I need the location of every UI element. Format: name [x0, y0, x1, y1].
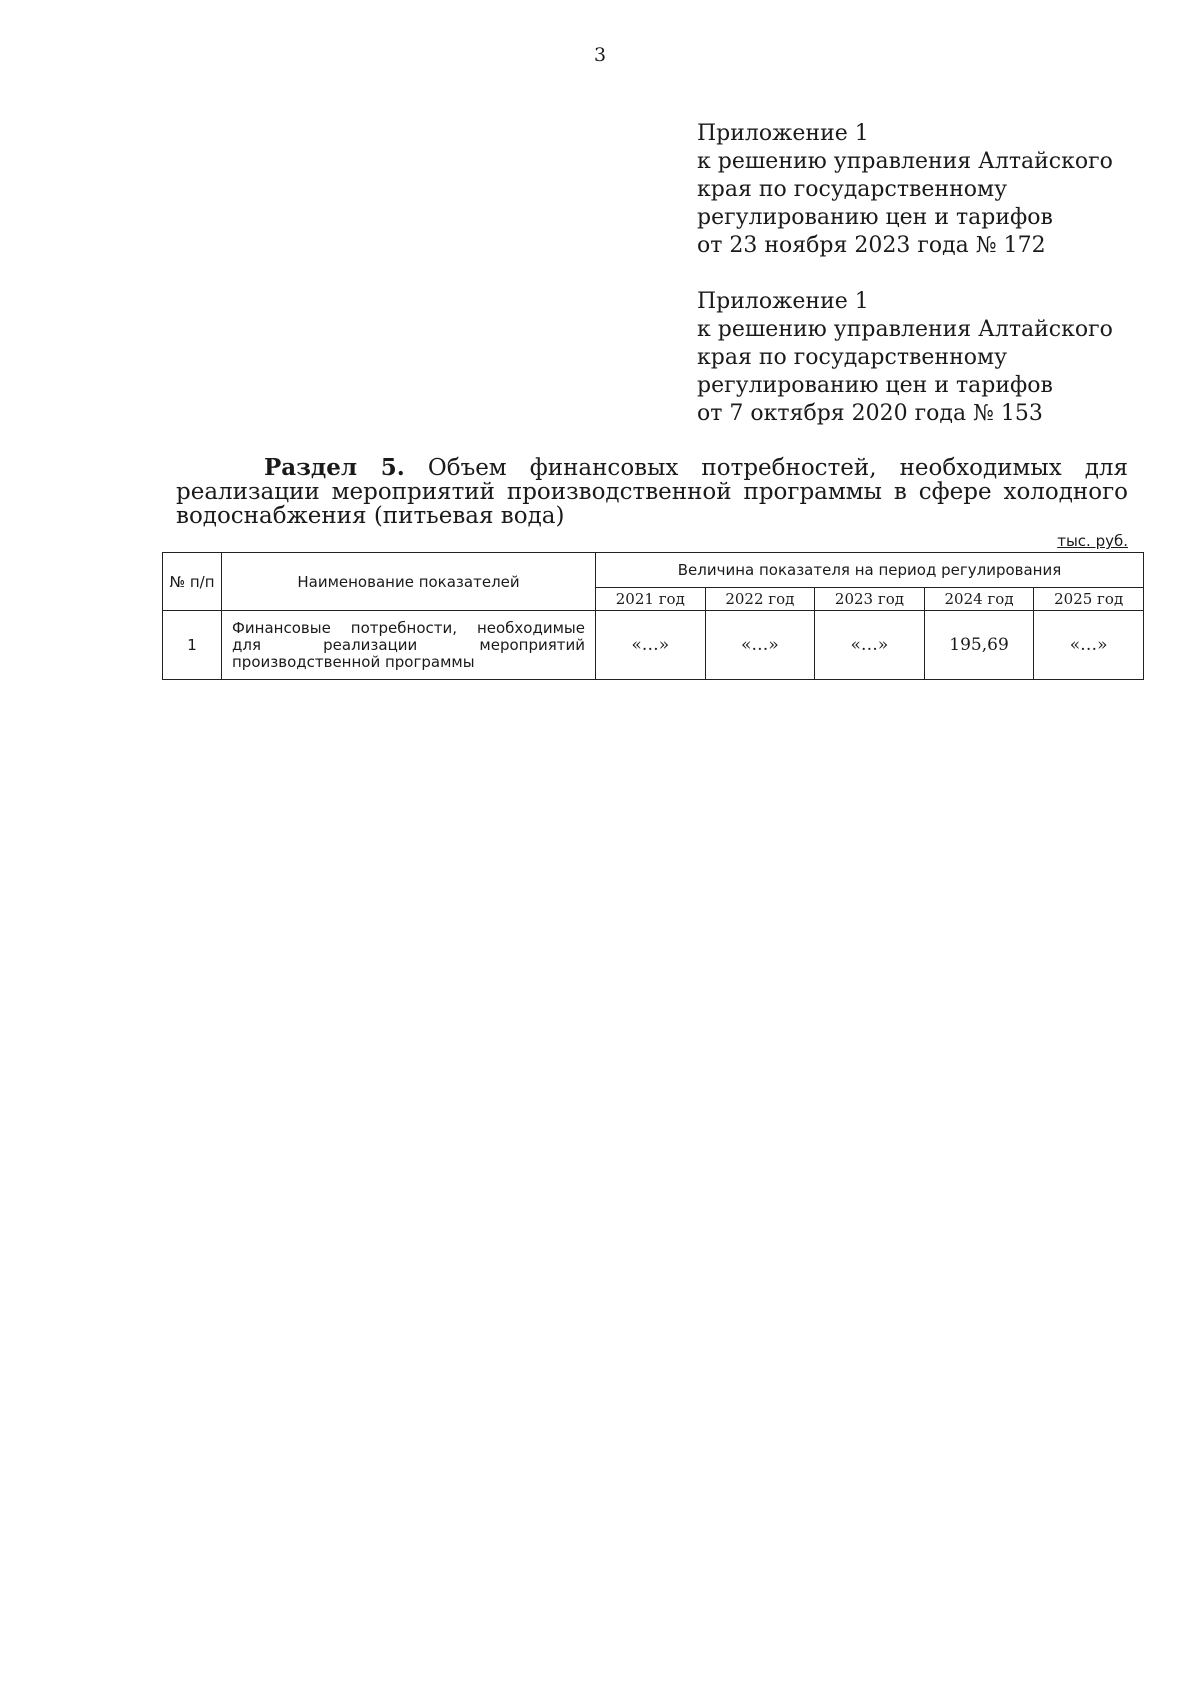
year-header: 2021 год	[596, 588, 706, 611]
appendix-current	[697, 120, 1137, 260]
appendix-line: регулированию цен и тарифов	[697, 373, 1053, 398]
appendix-line: от 23 ноября 2023 года № 172	[697, 233, 1046, 258]
page-number: 3	[593, 44, 607, 66]
section-text: Объем финансовых потребностей, необходимых для реализации мероприятий производственной программы в сфере холодного водоснабжения (питьевая вода)	[176, 455, 1129, 529]
row-number: 1	[163, 611, 222, 680]
appendix-line: регулированию цен и тарифов	[697, 205, 1053, 230]
row-value: 195,69	[924, 611, 1034, 680]
appendix-line: Приложение 1	[697, 289, 869, 314]
period-header: Величина показателя на период регулирования	[596, 553, 1144, 588]
year-header: 2023 год	[815, 588, 925, 611]
appendix-line: края по государственному	[697, 345, 1008, 370]
col-num-header: № п/п	[163, 553, 222, 611]
col-name-header: Наименование показателей	[222, 553, 596, 611]
appendix-original	[697, 288, 1137, 428]
year-header: 2022 год	[705, 588, 815, 611]
appendix-line: к решению управления Алтайского	[697, 149, 1113, 174]
section-label: Раздел 5.	[264, 454, 405, 481]
row-value: «…»	[1034, 611, 1144, 680]
row-value: «…»	[815, 611, 925, 680]
year-header: 2024 год	[924, 588, 1034, 611]
table-header-row	[163, 553, 1144, 588]
row-value: «…»	[596, 611, 706, 680]
appendix-line: края по государственному	[697, 177, 1008, 202]
year-header: 2025 год	[1034, 588, 1144, 611]
section-heading	[176, 456, 1128, 528]
appendix-line: Приложение 1	[697, 121, 869, 146]
row-name: Финансовые потребности, необходимые для реализации мероприятий производственной программы	[222, 611, 596, 680]
appendix-line: от 7 октября 2020 года № 153	[697, 401, 1043, 426]
table-row	[163, 611, 1144, 680]
units-label: тыс. руб.	[1057, 532, 1128, 550]
row-value: «…»	[705, 611, 815, 680]
financial-table	[162, 552, 1144, 680]
appendix-line: к решению управления Алтайского	[697, 317, 1113, 342]
